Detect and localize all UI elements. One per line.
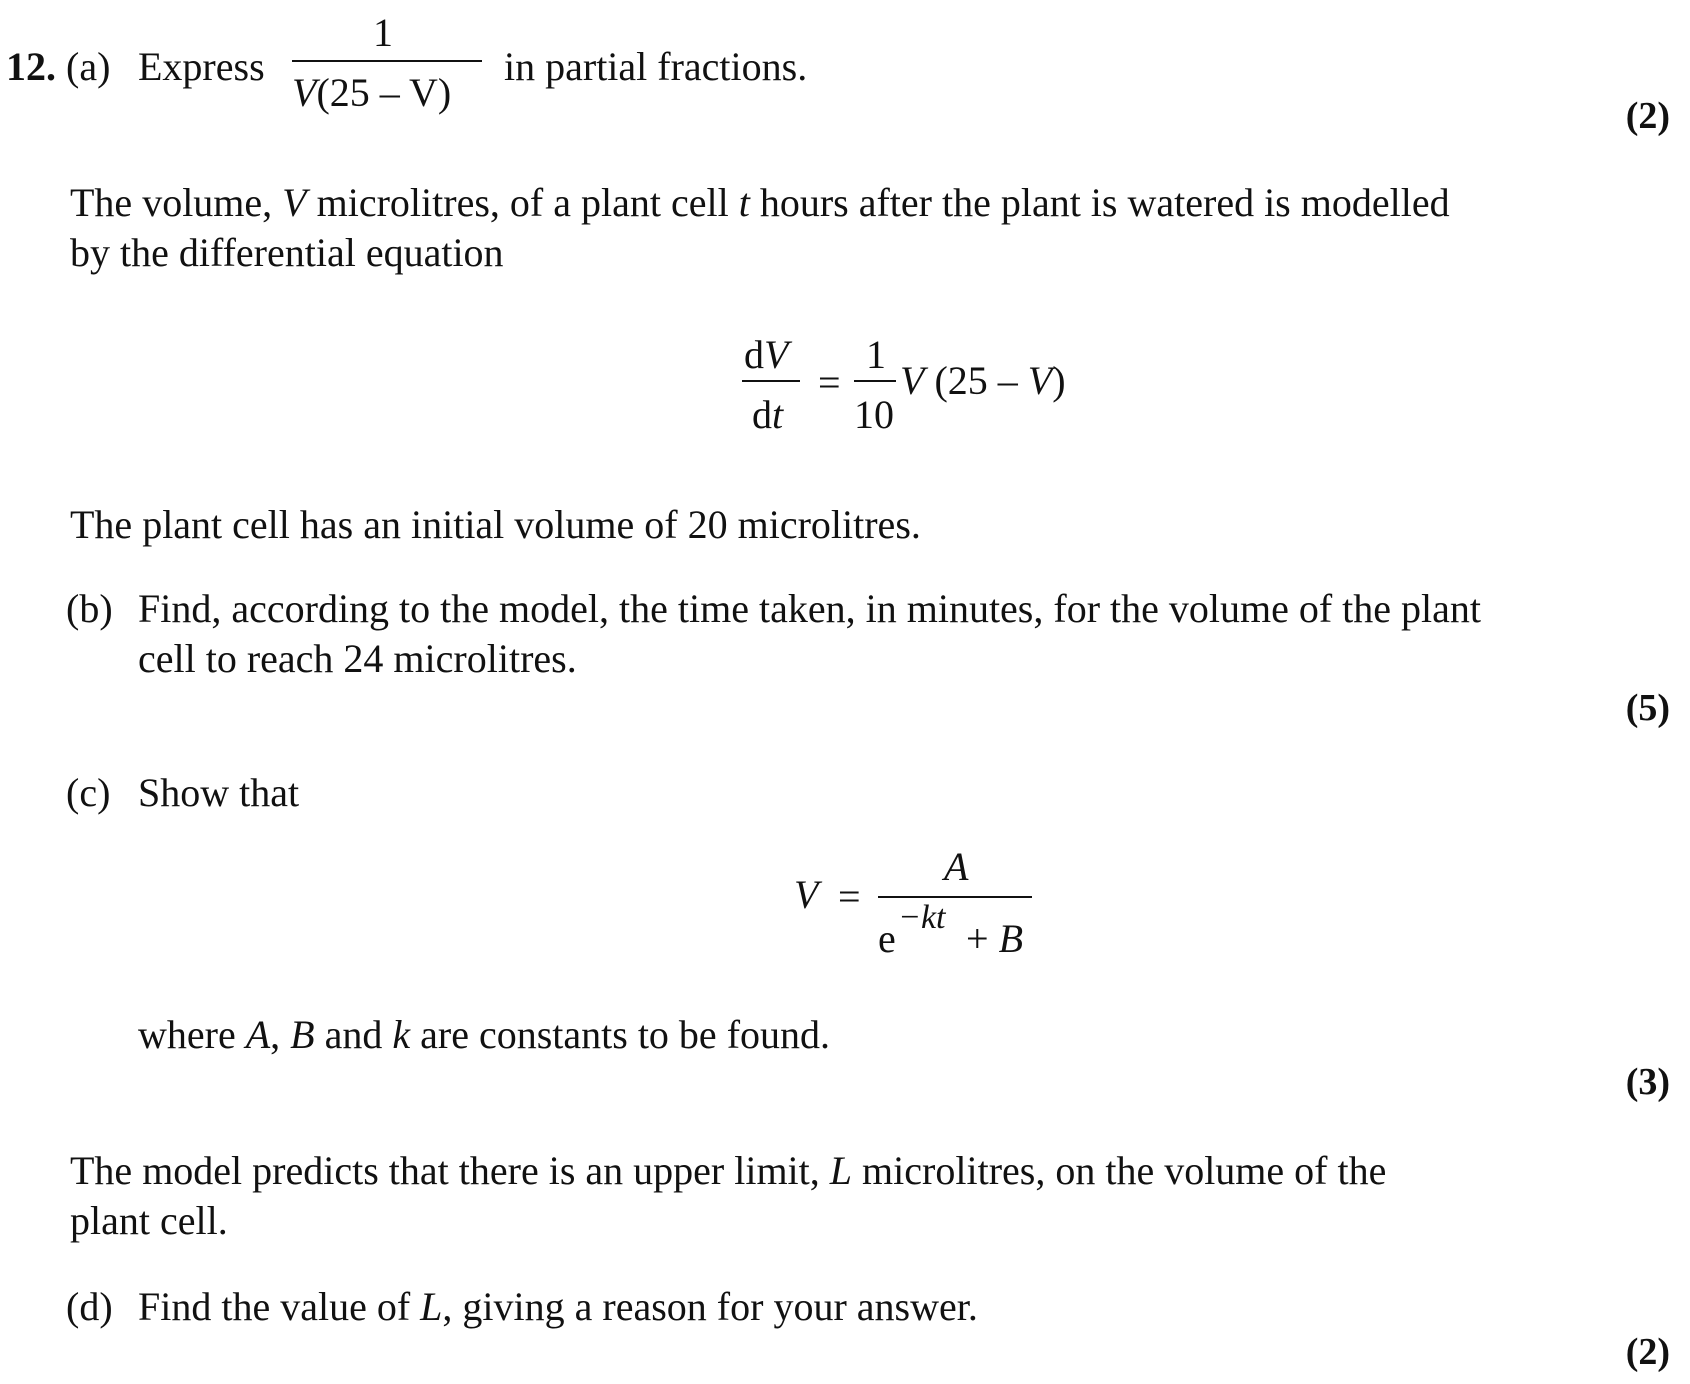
part-d-text-a: Find the value of <box>138 1284 421 1329</box>
where-comma: , <box>270 1012 291 1057</box>
where-var-k: k <box>392 1012 411 1057</box>
initial-volume-text: The plant cell has an initial volume of 20 microlitres. <box>70 502 921 547</box>
eq1-rhs-close: ) <box>1052 358 1066 403</box>
part-d-var-l: L <box>420 1284 443 1329</box>
part-a-fraction-denominator <box>292 68 451 118</box>
part-a-text-before: Express <box>138 44 265 89</box>
where-var-b: B <box>290 1012 315 1057</box>
where-var-a: A <box>245 1012 271 1057</box>
part-d-label: (d) <box>66 1284 113 1329</box>
eq2-den-rest <box>966 914 1023 964</box>
intro-line-1 <box>70 178 1450 228</box>
eq2-numerator: A <box>944 844 969 889</box>
eq2-lhs: V <box>794 872 819 917</box>
part-a-text-after: in partial fractions. <box>504 44 808 89</box>
part-c-text: Show that <box>138 770 300 815</box>
eq1-den-d: d <box>752 392 772 437</box>
part-a-marks: (2) <box>1625 95 1670 137</box>
intro-text-b: microlitres, of a plant cell <box>306 180 739 225</box>
eq1-lhs-denominator <box>752 390 783 440</box>
part-a-denominator-rest: (25 – V) <box>316 70 452 115</box>
eq1-rhs <box>900 356 1066 406</box>
part-c-label: (c) <box>66 770 111 815</box>
question-number: 12. <box>6 44 56 89</box>
eq1-rhs-paren: (25 – <box>924 358 1028 403</box>
limit-line-1 <box>70 1146 1386 1196</box>
limit-line-2: plant cell. <box>70 1198 228 1243</box>
eq1-coef-den: 10 <box>854 392 894 437</box>
part-d-marks: (2) <box>1625 1331 1670 1373</box>
part-a-denominator-v: V <box>292 70 317 115</box>
part-d-text-b: , giving a reason for your answer. <box>442 1284 978 1329</box>
eq1-rhs-v: V <box>900 358 925 403</box>
where-and: and <box>314 1012 393 1057</box>
part-a-label: (a) <box>66 44 111 89</box>
limit-var-l: L <box>829 1148 853 1193</box>
eq1-rhs-v2: V <box>1027 358 1053 403</box>
eq1-coef-bar <box>854 380 896 382</box>
eq1-coef-num: 1 <box>866 332 886 377</box>
part-b-label: (b) <box>66 586 113 631</box>
intro-text-a: The volume, <box>70 180 283 225</box>
where-text-a: where <box>138 1012 246 1057</box>
eq2-den-exponent: −kt <box>898 899 946 936</box>
where-text-rest: are constants to be found. <box>410 1012 831 1057</box>
part-c-where-text <box>138 1010 830 1060</box>
part-b-line-1: Find, according to the model, the time taken, in minutes, for the volume of the plant <box>138 586 1482 631</box>
intro-var-v: V <box>282 180 307 225</box>
eq1-den-t: t <box>772 392 784 437</box>
part-b-marks: (5) <box>1625 687 1670 729</box>
eq2-equals: = <box>838 874 861 919</box>
eq1-d-upright: d <box>744 332 764 377</box>
part-b-line-2: cell to reach 24 microlitres. <box>138 636 577 681</box>
eq2-plus: + <box>966 916 999 961</box>
intro-text-c: hours after the plant is watered is modelled <box>749 180 1450 225</box>
limit-text-a: The model predicts that there is an upper limit, <box>70 1148 830 1193</box>
eq1-lhs-numerator <box>744 330 788 380</box>
eq1-equals: = <box>818 360 841 405</box>
eq1-v: V <box>764 332 789 377</box>
eq2-den-e: e <box>878 916 896 961</box>
part-a-fraction-numerator: 1 <box>373 10 393 55</box>
part-c-marks: (3) <box>1625 1061 1670 1103</box>
intro-line-2: by the differential equation <box>70 230 504 275</box>
limit-text-b: microlitres, on the volume of the <box>852 1148 1387 1193</box>
part-d-text <box>138 1282 978 1332</box>
eq2-b: B <box>998 916 1023 961</box>
part-a-fraction-bar <box>292 60 482 62</box>
eq1-lhs-bar <box>742 380 800 382</box>
intro-var-t: t <box>738 180 750 225</box>
